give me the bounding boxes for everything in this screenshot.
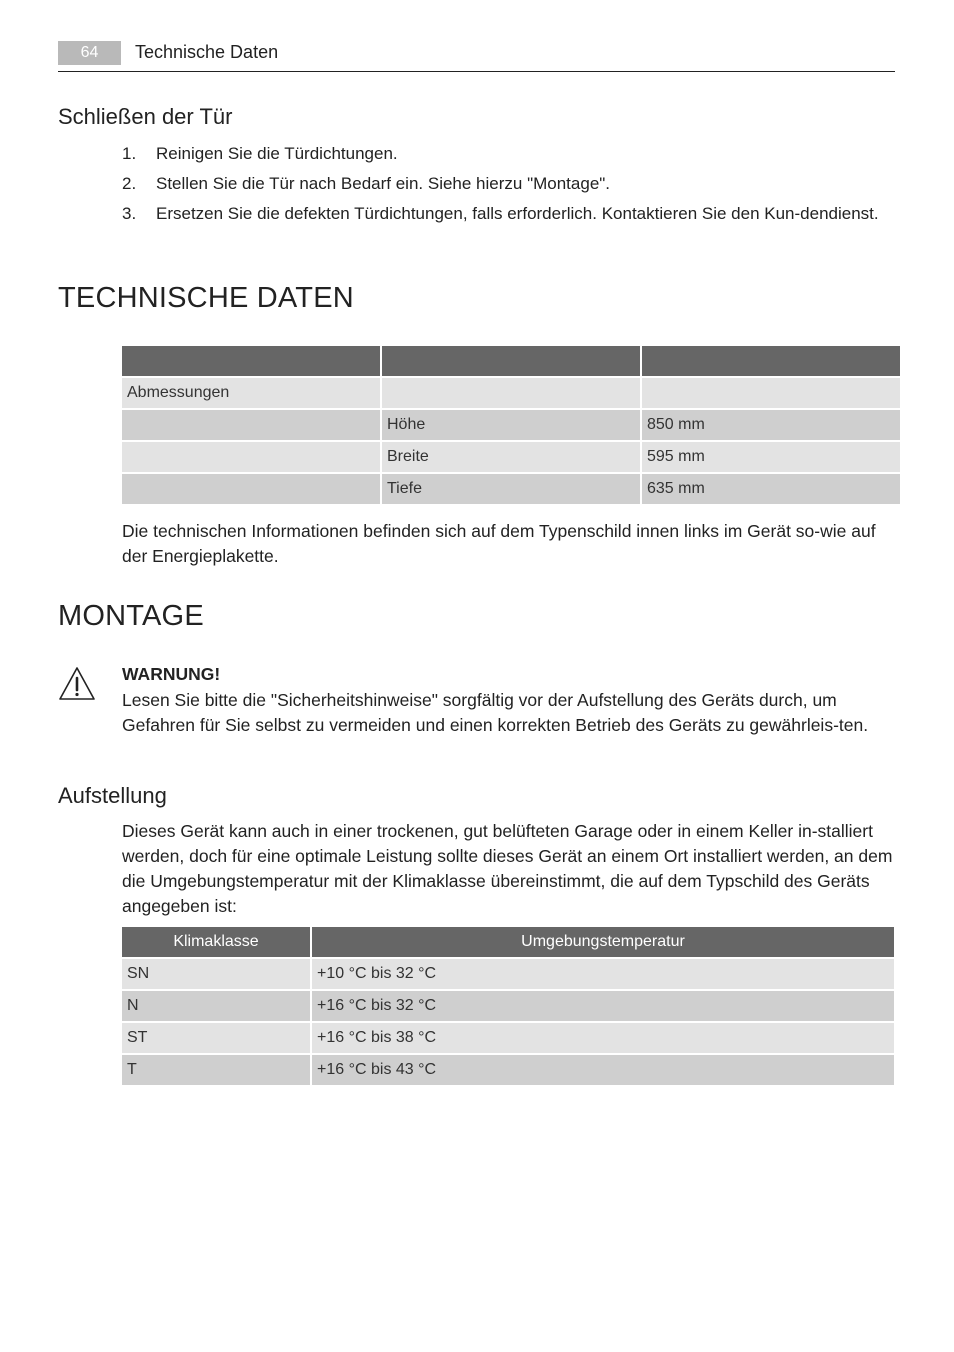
table-row xyxy=(122,959,894,989)
table-row xyxy=(122,474,900,504)
page-number: 64 xyxy=(58,41,121,65)
table-header-cell xyxy=(122,346,380,376)
door-section-heading: Schließen der Tür xyxy=(58,104,233,129)
table-row xyxy=(122,1023,894,1053)
table-cell xyxy=(382,378,640,408)
header-title: Technische Daten xyxy=(135,42,279,62)
table-cell: Tiefe xyxy=(382,474,640,504)
list-item xyxy=(122,201,892,226)
list-item xyxy=(122,141,892,166)
table-cell: N xyxy=(122,991,310,1021)
table-cell: 635 mm xyxy=(642,474,900,504)
page-header xyxy=(58,40,895,72)
step-text: Ersetzen Sie die defekten Türdichtungen, falls erforderlich. Kontaktieren Sie den Kun-dendienst. xyxy=(156,204,879,223)
table-cell: +10 °C bis 32 °C xyxy=(312,959,894,989)
table-cell xyxy=(122,410,380,440)
table-row xyxy=(122,410,900,440)
table-cell xyxy=(122,474,380,504)
table-row xyxy=(122,991,894,1021)
table-cell: ST xyxy=(122,1023,310,1053)
table-header-cell: Klimaklasse xyxy=(122,927,310,957)
step-number: 1. xyxy=(122,144,137,163)
table-header-row xyxy=(122,927,894,957)
table-cell: Abmessungen xyxy=(122,378,380,408)
table-row xyxy=(122,442,900,472)
step-number: 2. xyxy=(122,174,137,193)
montage-heading: MONTAGE xyxy=(58,600,204,632)
table-cell: +16 °C bis 32 °C xyxy=(312,991,894,1021)
table-cell: SN xyxy=(122,959,310,989)
table-cell xyxy=(122,442,380,472)
aufstellung-heading: Aufstellung xyxy=(58,783,167,808)
warning-title: WARNUNG! xyxy=(122,664,221,684)
table-header-cell xyxy=(642,346,900,376)
tech-note: Die technischen Informationen befinden sich auf dem Typenschild innen links im Gerät so-wie auf der Energieplakette. xyxy=(122,521,876,566)
aufstellung-text: Dieses Gerät kann auch in einer trockenen, gut belüfteten Garage oder in einem Keller in-stalliert werden, doch für eine optimale Leistung sollte dieses Gerät an einem Ort installiert werden, an dem die Umgebungstemperatur mit der Klimaklasse übereinstimmt, die auf dem Typschild des Geräts angegeben ist: xyxy=(122,821,893,916)
table-row xyxy=(122,378,900,408)
table-cell: +16 °C bis 43 °C xyxy=(312,1055,894,1085)
table-cell: Höhe xyxy=(382,410,640,440)
step-number: 3. xyxy=(122,204,137,223)
table-cell: Breite xyxy=(382,442,640,472)
table-cell xyxy=(642,378,900,408)
door-steps-list xyxy=(122,141,892,231)
table-cell: 595 mm xyxy=(642,442,900,472)
warning-text: Lesen Sie bitte die "Sicherheitshinweise" sorgfältig vor der Aufstellung des Geräts durch, um Gefahren für Sie selbst zu vermeiden und einen korrekten Betrieb des Geräts zu gewährleis-ten. xyxy=(122,690,869,735)
climate-class-table xyxy=(120,925,896,1087)
warning-triangle-icon xyxy=(58,666,96,702)
table-header-cell: Umgebungstemperatur xyxy=(312,927,894,957)
step-text: Reinigen Sie die Türdichtungen. xyxy=(156,144,398,163)
table-row xyxy=(122,1055,894,1085)
dimensions-table xyxy=(120,344,902,506)
table-cell: 850 mm xyxy=(642,410,900,440)
table-cell: T xyxy=(122,1055,310,1085)
table-header-cell xyxy=(382,346,640,376)
step-text: Stellen Sie die Tür nach Bedarf ein. Siehe hierzu "Montage". xyxy=(156,174,611,193)
tech-data-heading: TECHNISCHE DATEN xyxy=(58,282,354,314)
table-cell: +16 °C bis 38 °C xyxy=(312,1023,894,1053)
table-header-row xyxy=(122,346,900,376)
list-item xyxy=(122,171,892,196)
